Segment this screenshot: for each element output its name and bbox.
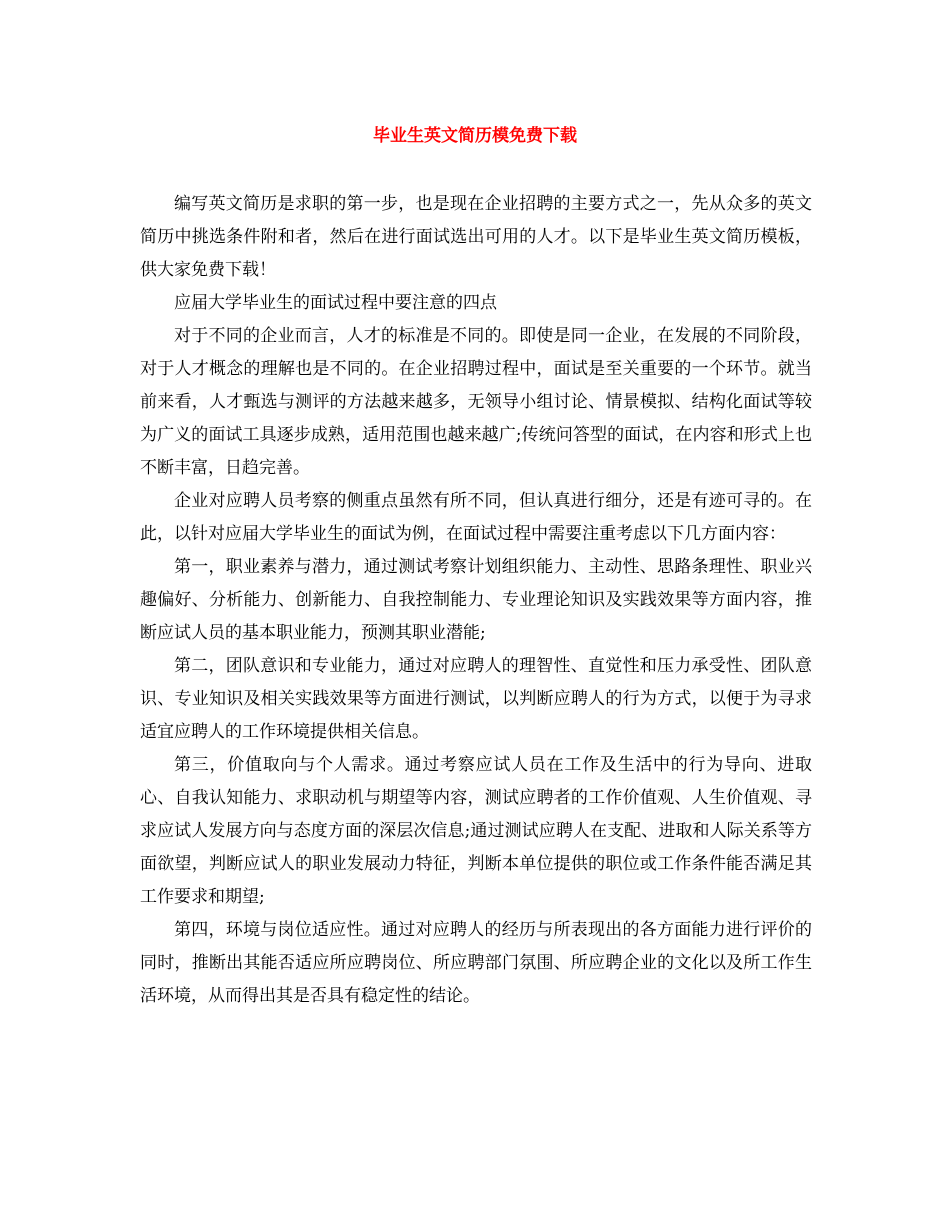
paragraph-point-four: 第四，环境与岗位适应性。通过对应聘人的经历与所表现出的各方面能力进行评价的同时，推断出其能否适应所应聘岗位、所应聘部门氛围、所应聘企业的文化以及所工作生活环境，从而得出其是否具有稳定性的结论。 <box>140 920 812 1006</box>
document-body <box>140 188 812 1013</box>
paragraph-focus-points: 企业对应聘人员考察的侧重点虽然有所不同，但认真进行细分，还是有迹可寻的。在此，以针对应届大学毕业生的面试为例，在面试过程中需要注重考虑以下几方面内容： <box>140 491 812 544</box>
paragraph-point-three: 第三，价值取向与个人需求。通过考察应试人员在工作及生活中的行为导向、进取心、自我认知能力、求职动机与期望等内容，测试应聘者的工作价值观、人生价值观、寻求应试人发展方向与态度方面的深层次信息;通过测试应聘人在支配、进取和人际关系等方面欲望，判断应试人的职业发展动力特征，判断本单位提供的职位或工作条件能否满足其工作要求和期望; <box>140 755 812 907</box>
paragraph-point-two: 第二，团队意识和专业能力，通过对应聘人的理智性、直觉性和压力承受性、团队意识、专业知识及相关实践效果等方面进行测试，以判断应聘人的行为方式，以便于为寻求适宜应聘人的工作环境提供相关信息。 <box>140 656 812 742</box>
document-title: 毕业生英文简历模免费下载 <box>373 126 577 146</box>
paragraph-subheading: 应届大学毕业生的面试过程中要注意的四点 <box>174 293 497 313</box>
paragraph-intro: 编写英文简历是求职的第一步，也是现在企业招聘的主要方式之一，先从众多的英文简历中挑选条件附和者，然后在进行面试选出可用的人才。以下是毕业生英文简历模板，供大家免费下载！ <box>140 194 812 280</box>
paragraph-point-one: 第一，职业素养与潜力，通过测试考察计划组织能力、主动性、思路条理性、职业兴趣偏好、分析能力、创新能力、自我控制能力、专业理论知识及实践效果等方面内容，推断应试人员的基本职业能力，预测其职业潜能; <box>140 557 812 643</box>
paragraph-talent-standards: 对于不同的企业而言，人才的标准是不同的。即使是同一企业，在发展的不同阶段，对于人才概念的理解也是不同的。在企业招聘过程中，面试是至关重要的一个环节。就当前来看，人才甄选与测评的方法越来越多，无领导小组讨论、情景模拟、结构化面试等较为广义的面试工具逐步成熟，适用范围也越来越广;传统问答型的面试，在内容和形式上也不断丰富，日趋完善。 <box>140 326 812 478</box>
